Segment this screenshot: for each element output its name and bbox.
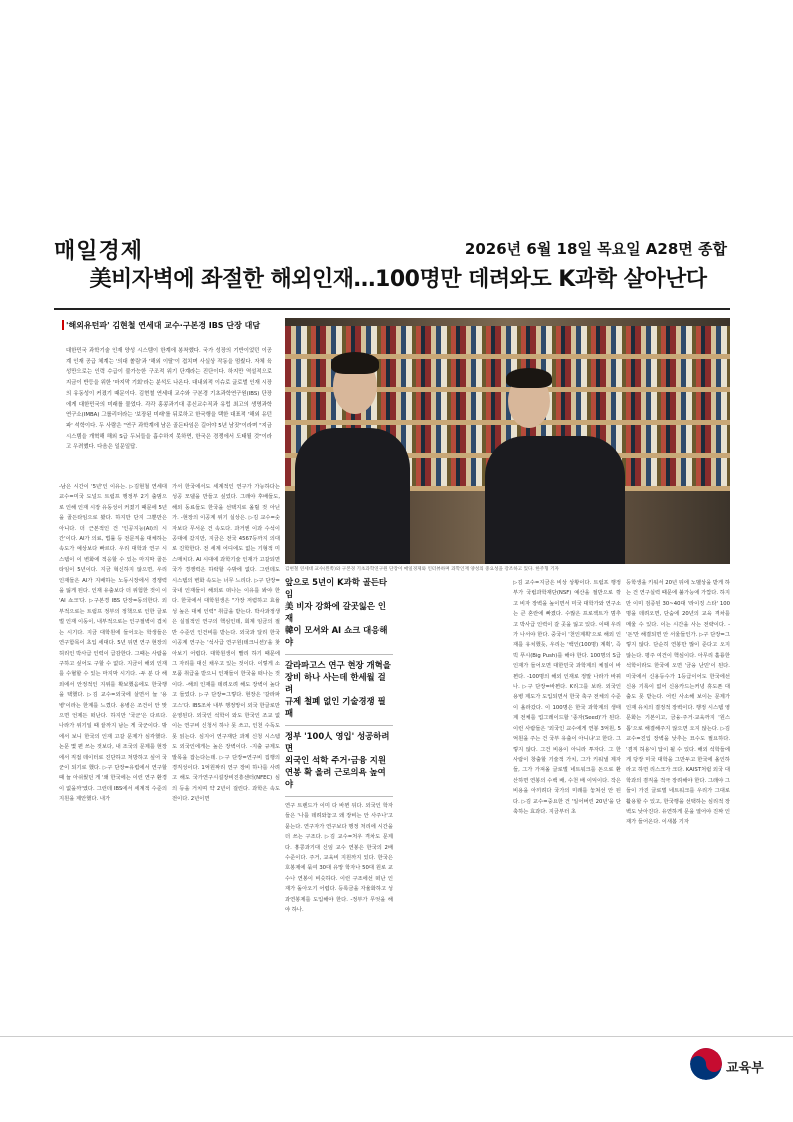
taegeuk-logo-icon (690, 1048, 722, 1080)
masthead: 매일경제 (54, 238, 144, 264)
footer-divider (0, 1036, 793, 1037)
lead-paragraph: 대한민국 과학기술 인재 양성 시스템이 한계에 봉착했다. 국가 성장의 기반이었던 이공계 인재 공급 체계는 '의대 쏠림'과 '해외 이탈'이 겹치며 사실상 작동을 멈췄다. 자체 육성만으로는 인력 수급이 불가능한 구조적 위기 단계라는 진단이다. 하지만 역설적으로 지금이 반등을 위한 '마지막 기회'라는 분석도 나온다. 대내외적 이슈로 글로벌 인재 시장의 유동성이 커졌기 때문이다. 김현철 연세대 교수와 구본경 기초과학연구원(IBS) 단장에게 대한민국의 미래를 물었다. 각각 홍콩과기대 종신교수직과 유럽 최고의 생명과학 연구소(IMBA) 그룹리더라는 '보장된 미래'를 뒤로하고 한국행을 택한 대표적 '해외 유턴파' 석학이다. 두 사람은 "연구 과학계에 남은 골든타임은 길어야 5년 남짓"이라며 "지금 시스템을 개혁해 해외 S급 두뇌들을 흡수하지 못하면, 한국은 경쟁에서 도태될 것"이라고 우려했다. 다음은 일문일답. (66, 348, 272, 451)
quote-line: 정부 '100人 영입' 성공하려면 (285, 731, 390, 753)
quote-line: 갈라파고스 연구 현장 개혁을 (285, 660, 391, 670)
body-column-1: -남은 시간이 '5년'인 이유는. ▷김현철 연세대 교수=미국 도널드 트럼프 행정부 2기 출범으로 인해 인재 시장 유동성이 커졌기 때문에 5년을 골든타임으로 봤다. 하지만 단지 그뿐만은 아니다. 더 근본적인 건 '인공지능(AI)의 시간'이다. AI가 의료, 법률 등 전문직을 대체하는 속도가 예상보다 빠르다. 우리 대학과 연구 시스템이 이 변화에 적응할 수 있는 마지막 골든타임이 5년이다. 지금 혁신하지 않으면, 우리 인재들은 AI가 지배하는 노동시장에서 경쟁력을 잃게 된다. 인재 유출보다 더 위험한 것이 이 'AI 쇼크'다. ▷구본경 IBS 단장=동의한다. 외부적으로는 트럼프 정부의 정책으로 인한 글로벌 인재 이동이, 내부적으로는 인구절벽이 겹치는 시기다. 지금 대학원에 들어오는 학생들은 연구함목이 초입 세대다. 5년 뒤면 연구 현장의 허리인 박사급 인력이 급감한다. 그때는 사람을 구하고 싶어도 구할 수 없다. 지금이 해외 인재를 수혈할 수 있는 마지막 시기다. -두 분 다 해외에서 안정적인 지위를 확보했음에도 한국행을 택했다. ▷김 교수=외국에 살면서 늘 '용병'이라는 한계를 느꼈다. 용병은 조건이 안 맞으면 언제든 떠난다. 하지만 '국군'은 다르다. 나라가 위기일 때 끝까지 남는 게 국군이다. 밖에서 보니 한국의 인재 고갈 문제가 심각했다. 논문 몇 편 쓰는 것보다, 내 조국의 문제를 현장에서 직접 데이터로 진단하고 처방하고 싶어 국군이 되기로 했다. ▷구 단장=유럽에서 연구할 때 늘 아쉬웠던 게 '왜 한국에는 이런 연구 환경이 없을까'였다. 그런데 IBS에서 세계적 수준의 지원을 제안했다. 내가 (59, 484, 167, 803)
person-left (295, 428, 410, 564)
body-column-quote-tail: 연구 트렌드가 이미 다 바뀐 뒤다. 외국인 학자들은 '나를 데려와놓고 왜 장비는 안 사주나'고 묻는다. 연구자가 연구보다 행정 처리에 시간을 더 쓰는 구조다. ▷김 교수=처우 격차도 문제다. 홍콩과기대 신임 교수 연봉은 한국의 2배 수준이다. 주거, 교육비 지원까지 있다. 한국은 호봉제에 묶여 30대 유망 학자나 50대 원로 교수나 연봉이 비슷하다. 이런 구조에선 떠난 인재가 돌아오기 어렵다. 등록금을 자율화하고 성과연봉제를 도입해야 한다. -정부가 무엇을 해야 하나. (285, 803, 393, 914)
kicker: '해외유턴파' 김현철 연세대 교수·구본경 IBS 단장 대담 (66, 321, 261, 330)
quote-line: 韓이 모셔와 AI 쇼크 대응해야 (285, 625, 388, 647)
quote-line: 연봉 확 올려 근로의욕 높여야 (285, 767, 386, 789)
person-right (485, 436, 625, 564)
quote-line: 美 비자 강화에 갈곳잃은 인재 (285, 601, 386, 623)
headline-rule (54, 308, 730, 310)
body-column-5: 등학생을 키워서 20년 뒤에 노벨상을 받게 하는 건 연구실력 때문에 불가능에 가깝다. 하지만 이미 검증된 30~40대 '라이징 스타' 100명을 데려오면, 단숨에 20년의 교육 격차를 메울 수 있다. 이는 시간을 사는 전략이다. -'돈'만 해결되면 안 서울들인가. ▷구 단장=그렇지 않다. 단순히 연봉만 많이 준다고 오지 않는다. 평주 여건이 핵심이다. 아무리 훌륭한 석학이라도 한국에 오면 '금융 난민'이 된다. 미국에서 신용등수가 1등급이어도 한국에선 신용 기록이 없어 신용카드는커녕 휴도폰 대출도 못 받는다. 어린 사소해 보이는 문제가 인재 유치의 결정적 장벽이다. 행정 시스템 영문화는 기본이고, 금융·주거·교육까지 '원스톱'으로 해결해주지 않으면 오지 않는다. ▷김 교수=진입 장벽을 낮추는 묘수도 필요하다. '겸직 허용'이 답이 될 수 있다. 해외 석학들에게 당장 미국 대학을 그만두고 한국에 올인하라고 하면 리스크가 크다. KAIST처럼 외국 대학과의 겸직을 적극 장려해야 한다. 그래야 그들이 가진 글로벌 네트워크를 우리가 그대로 활용할 수 있고, 한국행을 선택하는 심리적 장벽도 낮아진다. 유연하게 문을 열어야 진짜 인재가 들어온다. 이새봄 기자 (626, 580, 730, 826)
dateline: 2026년 6월 18일 목요일 A28면 종합 (464, 240, 727, 258)
body-column-4: ▷김 교수=지금은 비상 상황이다. 트럼프 행정부가 국립과학재단(NSF) 예산을 절반으로 깎고 비자 장벽을 높이면서 미국 대학가와 연구소는 큰 혼란에 빠졌다. 수많은 프로젝트가 멈추고 박사급 인력이 갈 곳을 잃고 있다. 이때 우리가 나서야 한다. 중국이 '천인계획'으로 해외 인재를 유치했듯, 우리는 '백인(100명) 계획', 즉 빅 푸시(Big Push)를 해야 한다. 100명의 S급 인재가 들어오면 대한민국 과학계의 체질이 바뀐다. -100명의 해외 인재로 정말 나라가 바뀌나. ▷구 단장=바뀐다. K리그를 보라. 외국인 용병 제도가 도입되면서 한국 축구 전체의 수준이 올라갔다. 이 100명은 한국 과학계의 생태계 전체를 업그레이드할 '종자(Seed)'가 된다. 이런 사람들은 '외국인 교수에게 연봉 3억원, 5억원을 주는 건 국부 유출이 아니냐'고 한다. 그렇지 않다. 그건 비용이 아니라 투자다. 그 한 사람이 창출할 기술적 가치, 그가 키워낼 제자들, 그가 가져올 글로벌 네트워크를 돈으로 환산하면 연봉의 수백 배, 수천 배 이익이다. 작은 비용을 아끼려다 국가의 미래를 놓쳐선 안 된다. ▷김 교수=중요한 건 '일어버린 20년'을 단축하는 효과다. 지금부터 초 (513, 580, 621, 815)
quote-line: 외국인 석학 주거·금융 지원 (285, 755, 386, 765)
kicker-marker (62, 320, 64, 330)
quote-divider (285, 725, 393, 726)
interview-photo (285, 318, 730, 564)
photo-caption: 김현철 연세대 교수(왼쪽)와 구본경 기초과학연구원 단장이 매일경제와 인터뷰하며 과학인재 양성의 중요성을 강조하고 있다. 한주형 기자 (285, 567, 559, 572)
quote-line: 앞으로 5년이 K과학 골든타임 (285, 577, 387, 599)
quote-divider (285, 654, 393, 655)
quote-line: 규제 철폐 없인 기술경쟁 필패 (285, 696, 386, 718)
footer-logo-text: 교육부 (726, 1061, 764, 1076)
body-column-2: 가서 한국에서도 세계적인 연구가 가능하다는 성공 모델을 만들고 싶었다. 그래야 후배들도, 해외 동료들도 한국을 선택지로 올릴 것 아닌가. -현장의 이공계 위기 실상은. ▷김 교수=숫자보다 무서운 건 속도다. 과거엔 이과 수석이 공대에 갔지만, 지금은 전국 4567등까지 의대로 진학한다. 전 세계 어디에도 없는 기형적 미스매치다. AI 시대에 과학기술 인재가 고갈되면 국가 경쟁력은 하락할 수밖에 없다. 그런데도 시스템의 변화 속도는 너무 느리다. ▷구 단장=국내 인재들이 해외로 떠나는 이유를 봐야 한다. 한국에서 대학원생은 "가장 저렴하고 효율성 높은 대체 인력" 취급을 받는다. 박사과정생은 실질적인 연구의 핵심인데, 회계 임금의 절반 수준인 인건비를 받는다. 외국과 달리 한국 이공계 연구는 '석사급 연구원(테크니션)'을 찾아보기 어렵다. 대학원생이 빨리 하기 때문에 그 자리를 대신 채우고 있는 것이다. 이렇게 소모품 취급을 받으니 인재들이 한국을 떠나는 것이다. -해외 인재를 데려오려 해도 장벽이 높다고 들었다. ▷구 단장=그렇다. 현장은 '갈라파고스'다. IBS조차 내부 행정망이 외국 한글로만 운영된다. 외국인 석학이 와도 한국인 조교 없이는 연구비 신청서 하나 못 쓰고, 인천 수독도 못 읽는다. 심지어 연구재단 과제 신청 시스템도 외국인에게는 높은 장벽이다. -지출 규제도 발목을 잡는다는데. ▷구 단장=연구비 집행의 경직성이다. 1억원짜리 연구 장비 하나를 사려고 해도 국가연구시설장비진흥센터(NFEC) 심의 등을 거치며 약 2년이 걸린다. 과학은 속도전이다. 2년이면 (172, 484, 280, 803)
headline: 美비자벽에 좌절한 해외인재…100명만 데려와도 K과학 살아난다 (89, 267, 707, 292)
quote-line: 장비 하나 사는데 한세월 걸려 (285, 672, 386, 694)
pull-quotes (285, 576, 393, 915)
quote-divider (285, 796, 393, 797)
